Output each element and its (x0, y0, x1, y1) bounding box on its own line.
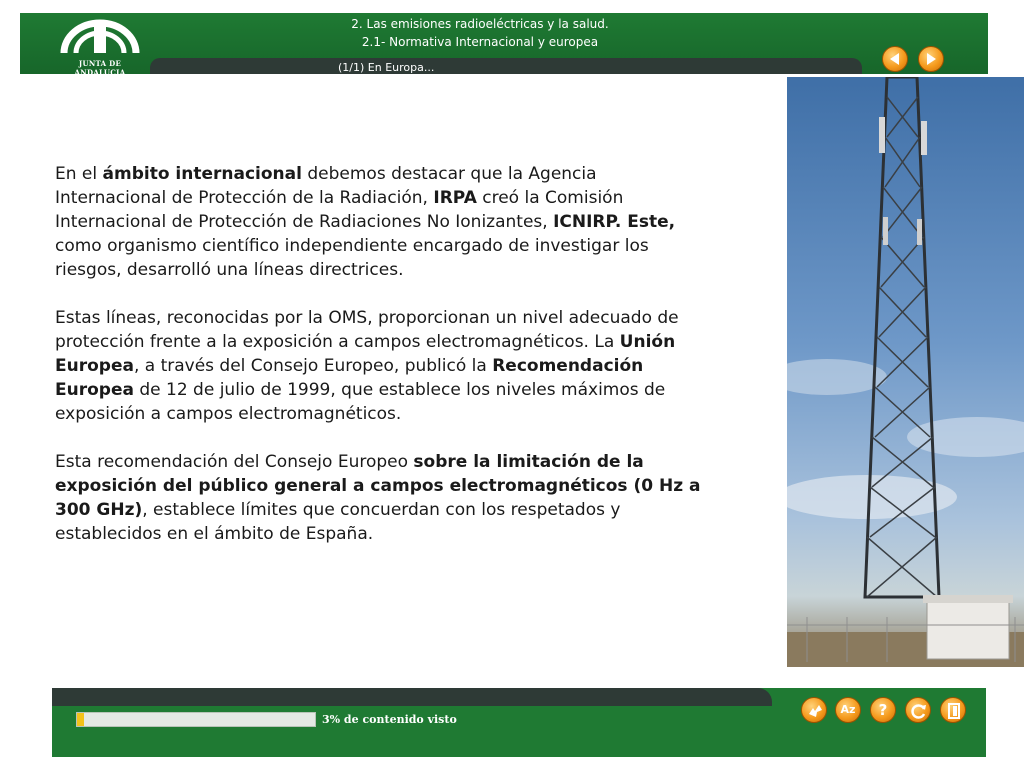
subsection-title: 2.1- Normativa Internacional y europea (361, 35, 599, 49)
paragraph-recommendation (55, 450, 705, 546)
progress-fill (77, 713, 84, 726)
help-button[interactable] (870, 697, 896, 723)
text-span: debemos destacar que la Agencia Internacional de Protección de la Radiación, (55, 164, 597, 208)
paragraph-international (55, 162, 705, 282)
text-span: como organismo científico independiente encargado de investigar los riesgos, desarrolló una líneas directrices. (55, 236, 649, 280)
text-span: , a través del Consejo Europeo, publicó la (133, 356, 493, 376)
glossary-icon: Az (840, 703, 856, 716)
text-span: , establece límites que concuerdan con los respetados y establecidos en el ámbito de España. (55, 500, 621, 544)
arrow-right-icon (924, 52, 938, 66)
logo-emblem-icon (54, 15, 146, 59)
header-tab-band (150, 58, 862, 74)
bold-span: sobre la limitación de la exposición del público general a campos electromagnéticos (0 Hz a 300 GHz) (55, 452, 701, 520)
arrow-left-icon (888, 52, 902, 66)
bold-span: ICNIRP. (553, 212, 622, 232)
section-title: 2. Las emisiones radioeléctricas y la salud. (351, 17, 609, 31)
map-button[interactable] (801, 697, 827, 723)
bold-span: Recomendación Europea (55, 356, 644, 400)
logo-text: JUNTA DE ANDALUCIA (74, 59, 126, 77)
page-indicator: (1/1) En Europa... (338, 61, 435, 74)
footer-tab-band (52, 688, 772, 706)
refresh-button[interactable] (905, 697, 931, 723)
paragraph-european-union (55, 306, 705, 426)
help-icon: ? (878, 701, 888, 719)
bold-span: Este, (621, 212, 676, 232)
exit-icon (944, 701, 964, 721)
map-icon (805, 701, 825, 721)
text-span: En el (55, 164, 103, 184)
footer-bar (52, 688, 986, 757)
next-page-button[interactable] (918, 46, 944, 72)
text-span: de 12 de julio de 1999, que establece los niveles máximos de exposición a campos electromagnéticos. (55, 380, 666, 424)
content-text (55, 162, 705, 570)
exit-button[interactable] (940, 697, 966, 723)
tower-photo (787, 77, 1024, 667)
progress-label: 3% de contenido visto (322, 713, 457, 726)
progress-bar (76, 712, 316, 727)
header-bar (20, 13, 988, 77)
bold-span: ámbito internacional (102, 164, 302, 184)
text-span: Esta recomendación del Consejo Europeo (55, 452, 414, 472)
junta-andalucia-logo (54, 15, 146, 77)
page-title (160, 15, 800, 51)
telecommunications-tower-icon (787, 77, 1024, 667)
glossary-button[interactable] (835, 697, 861, 723)
bold-span: Unión Europea (55, 332, 676, 376)
bold-span: IRPA (433, 188, 477, 208)
refresh-icon (909, 701, 929, 721)
text-span: creó la Comisión Internacional de Protección de Radiaciones No Ionizantes, (55, 188, 624, 232)
text-span: Estas líneas, reconocidas por la OMS, proporcionan un nivel adecuado de protección frente a la exposición a campos electromagnéticos. La (55, 308, 679, 352)
previous-page-button[interactable] (882, 46, 908, 72)
